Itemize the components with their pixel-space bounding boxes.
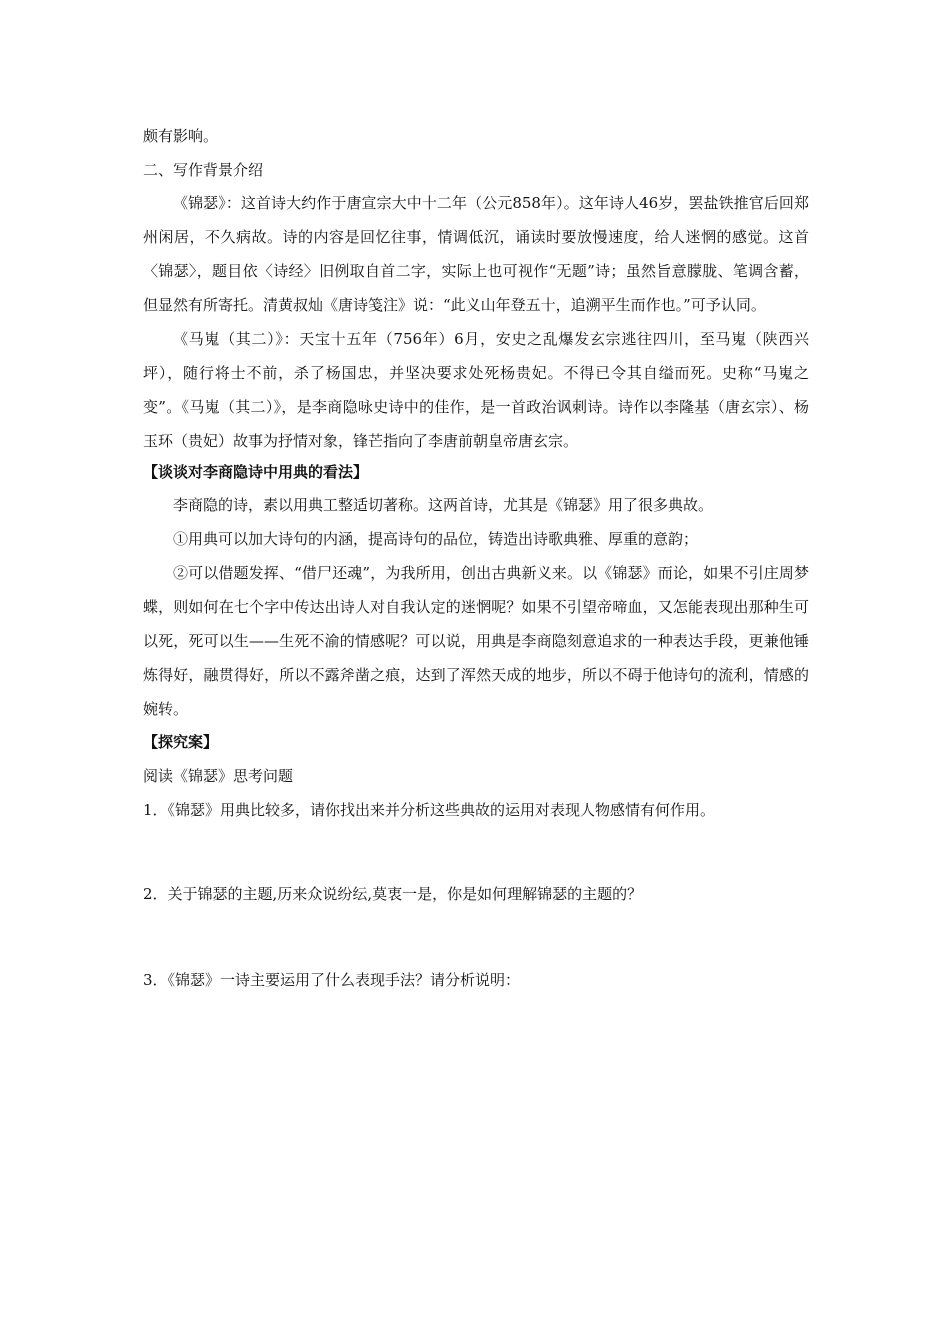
- section-heading-background: 二、写作背景介绍: [143, 161, 264, 179]
- reading-prompt: 阅读《锦瑟》思考问题: [143, 767, 294, 785]
- continuation-text: 颇有影响。: [143, 127, 219, 145]
- mawei-background-paragraph: 《马嵬（其二）》：天宝十五年（756年）6月，安史之乱爆发玄宗逃往四川，至马嵬（陕西兴坪），随行将士不前，杀了杨国忠，并坚决要求处死杨贵妃。不得已令其自缢而死。史称“马嵬之变”。《马嵬（其二）》，是李商隐咏史诗中的佳作，是一首政治讽刺诗。诗作以李隆基（唐玄宗）、杨玉环（贵妃）故事为抒情对象，锋芒指向了李唐前朝皇帝唐玄宗。: [143, 330, 809, 450]
- allusion-heading: 【谈谈对李商隐诗中用典的看法】: [143, 463, 369, 481]
- allusion-intro: 李商隐的诗，素以用典工整适切著称。这两首诗，尤其是《锦瑟》用了很多典故。: [173, 496, 714, 514]
- question-1: 1．《锦瑟》用典比较多，请你找出来并分析这些典故的运用对表现人物感情有何作用。: [143, 801, 716, 819]
- allusion-point-2: ②可以借题发挥、“借尸还魂”，为我所用，创出古典新义来。以《锦瑟》而论，如果不引庄周梦蝶，则如何在七个字中传达出诗人对自我认定的迷惘呢？如果不引望帝啼血，又怎能表现出那种生可以死，死可以生——生死不渝的情感呢？可以说，用典是李商隐刻意追求的一种表达手段，更兼他锤炼得好，融贯得好，所以不露斧凿之痕，达到了浑然天成的地步，所以不碍于他诗句的流利，情感的婉转。: [143, 564, 809, 718]
- question-2: 2．关于锦瑟的主题,历来众说纷纭,莫衷一是，你是如何理解锦瑟的主题的？: [143, 885, 643, 903]
- document-body: [143, 126, 809, 990]
- explore-heading: 【探究案】: [143, 733, 219, 751]
- allusion-point-1: ①用典可以加大诗句的内涵，提高诗句的品位，铸造出诗歌典雅、厚重的意韵；: [173, 530, 699, 548]
- jinse-background-paragraph: 《锦瑟》：这首诗大约作于唐宣宗大中十二年（公元858年）。这年诗人46岁，罢盐铁推官后回郑州闲居，不久病故。诗的内容是回忆往事，情调低沉，诵读时要放慢速度，给人迷惘的感觉。这首〈锦瑟〉，题目依〈诗经〉旧例取自首二字，实际上也可视作“无题”诗；虽然旨意朦胧、笔调含蓄，但显然有所寄托。清黄叔灿《唐诗笺注》说：“此义山年登五十，追溯平生而作也。”可予认同。: [143, 194, 809, 314]
- question-3: 3．《锦瑟》一诗主要运用了什么表现手法？请分析说明：: [143, 971, 521, 989]
